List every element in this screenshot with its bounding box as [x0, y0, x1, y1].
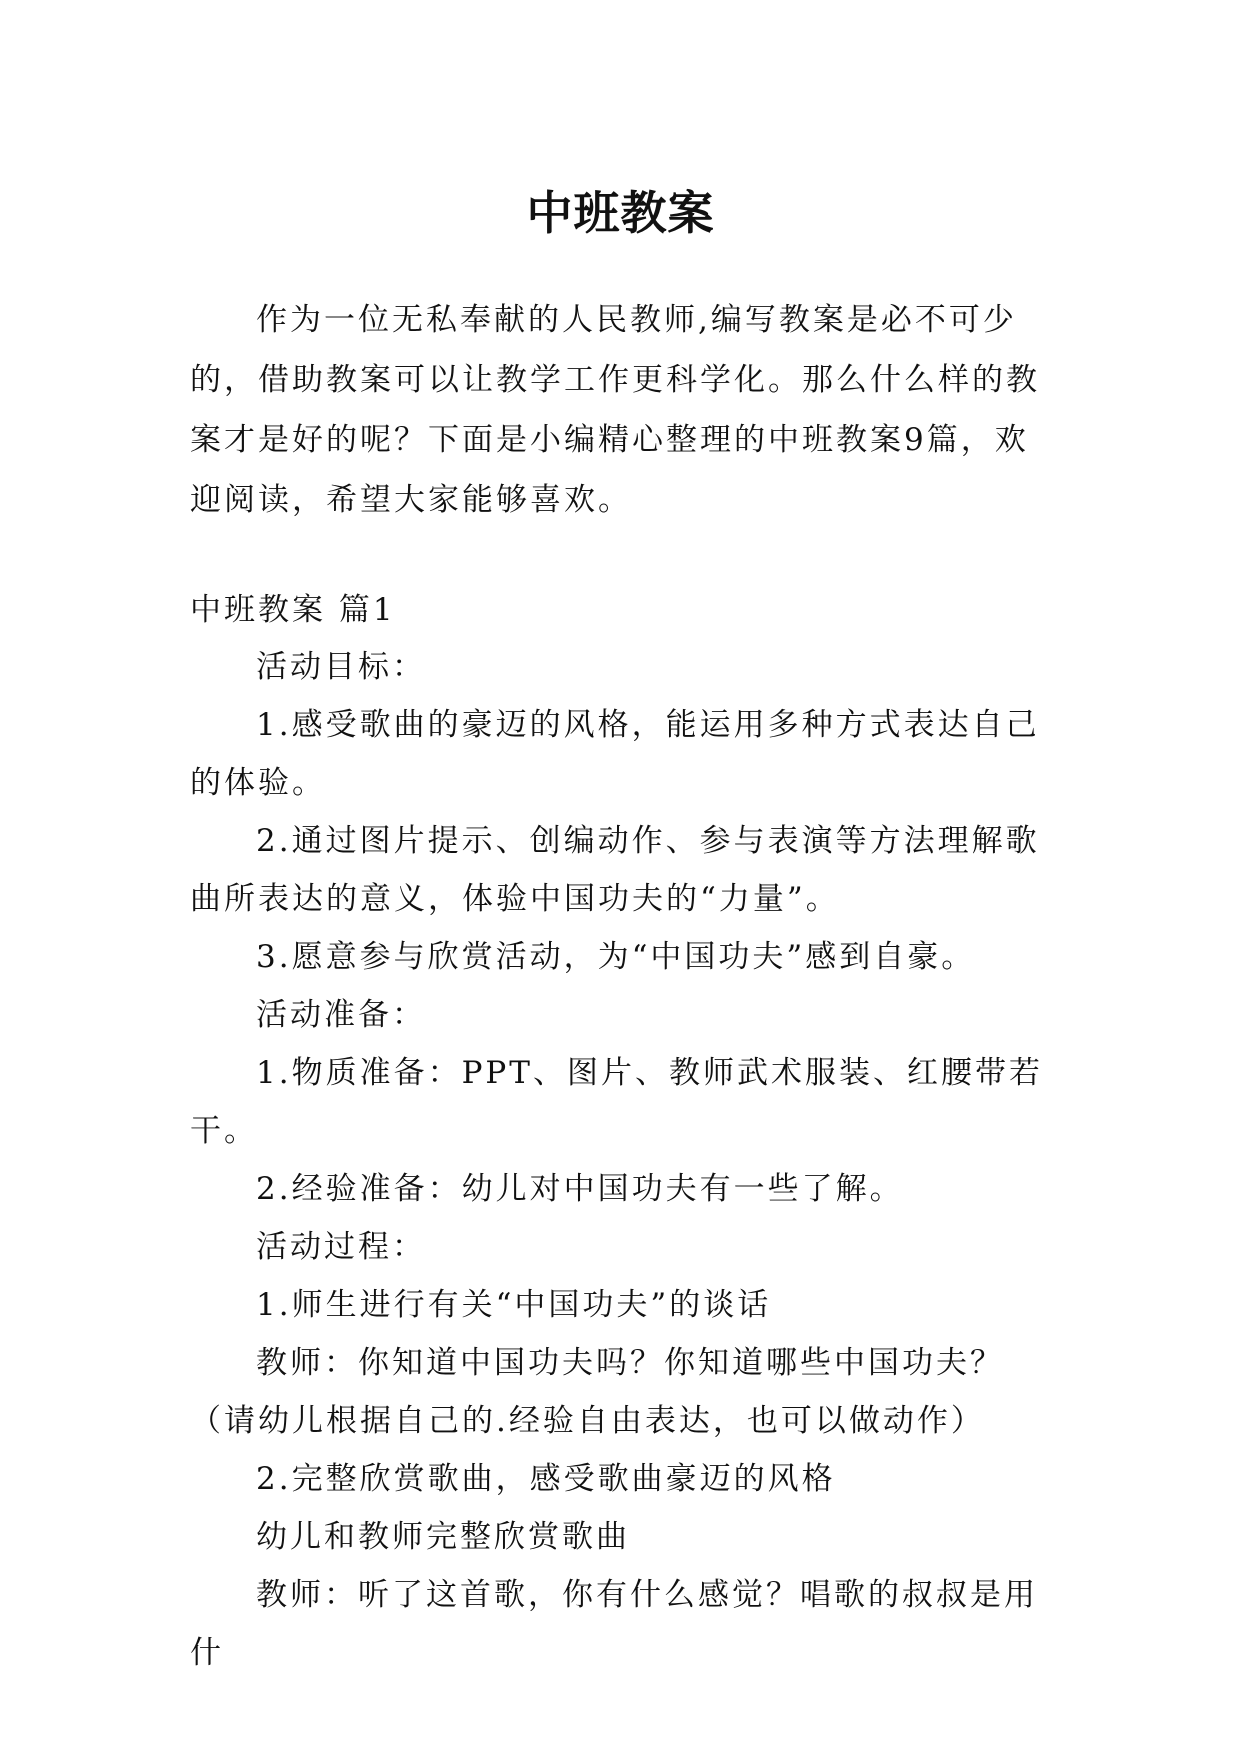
paragraph-listen: 幼儿和教师完整欣赏歌曲 [256, 1519, 630, 1555]
paragraph-goals-heading: 活动目标： [256, 649, 426, 685]
section-heading: 中班教案 篇1 [190, 592, 396, 628]
paragraph-prep-1: 1.物质准备：PPT、图片、教师武术服装、红腰带若干。 [190, 1055, 1043, 1149]
paragraph-goal-1: 1.感受歌曲的豪迈的风格，能运用多种方式表达自己的体验。 [190, 707, 1040, 801]
intro-paragraph: 作为一位无私奉献的人民教师,编写教案是必不可少的，借助教案可以让教学工作更科学化。那么什么样的教案才是好的呢？下面是小编精心整理的中班教案9篇，欢迎阅读，希望大家能够喜欢。 [190, 302, 1040, 518]
paragraph-teacher-question-1: 教师：你知道中国功夫吗？你知道哪些中国功夫？（请幼儿根据自己的.经验自由表达，也可以做动作） [190, 1345, 1004, 1439]
document-title: 中班教案 [526, 185, 715, 240]
paragraph-process-2: 2.完整欣赏歌曲，感受歌曲豪迈的风格 [256, 1461, 836, 1497]
paragraph-prep-heading: 活动准备： [256, 997, 426, 1033]
paragraph-process-heading: 活动过程： [256, 1229, 426, 1265]
paragraph-prep-2: 2.经验准备：幼儿对中国功夫有一些了解。 [256, 1171, 904, 1207]
document-body [190, 638, 1060, 1682]
paragraph-goal-2: 2.通过图片提示、创编动作、参与表演等方法理解歌曲所表达的意义，体验中国功夫的“力量”。 [190, 823, 1040, 917]
paragraph-process-1: 1.师生进行有关“中国功夫”的谈话 [256, 1287, 772, 1323]
paragraph-teacher-question-2: 教师：听了这首歌，你有什么感觉？唱歌的叔叔是用什 [190, 1577, 1038, 1671]
paragraph-goal-3: 3.愿意参与欣赏活动，为“中国功夫”感到自豪。 [256, 939, 976, 975]
